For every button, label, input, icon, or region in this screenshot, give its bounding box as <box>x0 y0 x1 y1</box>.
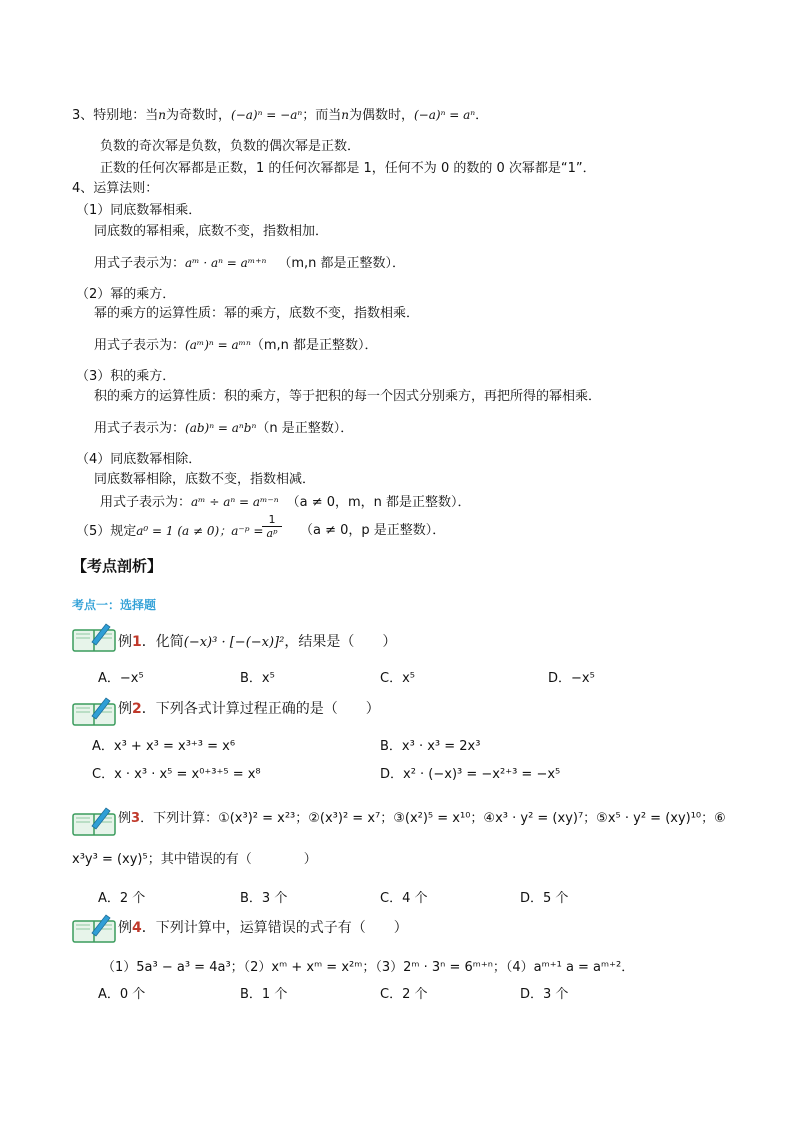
example-4-option-b: B．1 个 <box>240 987 288 1002</box>
rule5-line: （5）规定a⁰ = 1 (a ≠ 0)；a⁻ᵖ = <box>76 524 264 539</box>
example-3-stem: 例3．下列计算：①(x³)² = x²³；②(x³)² = x⁷；③(x²)⁵ = x¹⁰；④x³ · y² = (xy)⁷；⑤x⁵ · y² = (xy)¹⁰；⑥ <box>118 811 726 826</box>
book-pencil-icon <box>72 806 116 836</box>
example-1-option-b: B．x⁵ <box>240 671 275 686</box>
rule4-desc: 同底数幂相除，底数不变，指数相减． <box>94 472 316 487</box>
example-2-option-c: C．x · x³ · x⁵ = x⁰⁺³⁺⁵ = x⁸ <box>92 767 261 782</box>
note-positive-powers: 正数的任何次幂都是正数，1 的任何次幂都是 1，任何不为 0 的数的 0 次幂都是“1”． <box>100 161 596 176</box>
book-pencil-icon <box>72 696 116 726</box>
example-4-option-d: D．3 个 <box>520 987 569 1002</box>
rule4-title: （4）同底数幂相除． <box>76 452 202 467</box>
example-4-option-a: A．0 个 <box>98 987 146 1002</box>
example-4-stem: 例4．下列计算中，运算错误的式子有（ ） <box>118 920 408 936</box>
example-2-option-a: A．x³ + x³ = x³⁺³ = x⁶ <box>92 739 236 754</box>
section-title: 【考点剖析】 <box>72 557 163 575</box>
example-2-option-d: D．x² · (−x)³ = −x²⁺³ = −x⁵ <box>380 767 561 782</box>
rule3-desc: 积的乘方的运算性质：积的乘方，等于把积的每一个因式分别乘方，再把所得的幂相乘． <box>94 389 602 404</box>
rule3-formula-line: 用式子表示为：(ab)ⁿ = aⁿbⁿ（n 是正整数）． <box>94 421 354 436</box>
example-1-option-d: D．−x⁵ <box>548 671 595 686</box>
example-3-option-c: C．4 个 <box>380 891 428 906</box>
rule2-formula-line: 用式子表示为：(aᵐ)ⁿ = aᵐⁿ（m,n 都是正整数）． <box>94 338 378 353</box>
rule1-title: （1）同底数幂相乘． <box>76 203 202 218</box>
rule4-formula-line: 用式子表示为：aᵐ ÷ aⁿ = aᵐ⁻ⁿ （a ≠ 0，m，n 都是正整数）． <box>100 495 471 510</box>
heading-rules: 4、运算法则： <box>72 181 159 196</box>
note-negative-powers: 负数的奇次幂是负数，负数的偶次幂是正数． <box>100 139 361 154</box>
example-4-items: （1）5a³ − a³ = 4a³；（2）xᵐ + xᵐ = x²ᵐ；（3）2ᵐ · 3ⁿ = 6ᵐ⁺ⁿ；（4）aᵐ⁺¹ a = aᵐ⁺²． <box>102 960 635 975</box>
rule1-formula-line: 用式子表示为：aᵐ · aⁿ = aᵐ⁺ⁿ （m,n 都是正整数）． <box>94 256 406 271</box>
rule2-desc: 幂的乘方的运算性质：幂的乘方，底数不变，指数相乘． <box>94 306 420 321</box>
example-4-option-c: C．2 个 <box>380 987 428 1002</box>
example-3-option-d: D．5 个 <box>520 891 569 906</box>
rule2-title: （2）幂的乘方． <box>76 287 176 302</box>
book-pencil-icon <box>72 913 116 943</box>
example-1-stem: 例1．化简(−x)³ · [−(−x)]²，结果是（ ） <box>118 634 397 650</box>
rule1-desc: 同底数的幂相乘，底数不变，指数相加． <box>94 224 329 239</box>
rule5-fraction: 1 aᵖ <box>262 513 282 540</box>
example-2-option-b: B．x³ · x³ = 2x³ <box>380 739 481 754</box>
example-3-option-a: A．2 个 <box>98 891 146 906</box>
example-3-option-b: B．3 个 <box>240 891 288 906</box>
kaodian-heading: 考点一：选择题 <box>72 598 157 612</box>
book-pencil-icon <box>72 622 116 652</box>
rule3-title: （3）积的乘方． <box>76 369 176 384</box>
example-2-stem: 例2．下列各式计算过程正确的是（ ） <box>118 701 380 717</box>
example-1-option-a: A．−x⁵ <box>98 671 144 686</box>
rule5-condition: （a ≠ 0，p 是正整数）． <box>300 523 446 538</box>
rule-special: 3、特别地：当n为奇数时，(−a)ⁿ = −aⁿ；而当n为偶数时，(−a)ⁿ = aⁿ． <box>72 108 489 123</box>
example-3-stem-cont: x³y³ = (xy)⁵；其中错误的有（ ） <box>72 852 317 867</box>
example-1-option-c: C．x⁵ <box>380 671 415 686</box>
